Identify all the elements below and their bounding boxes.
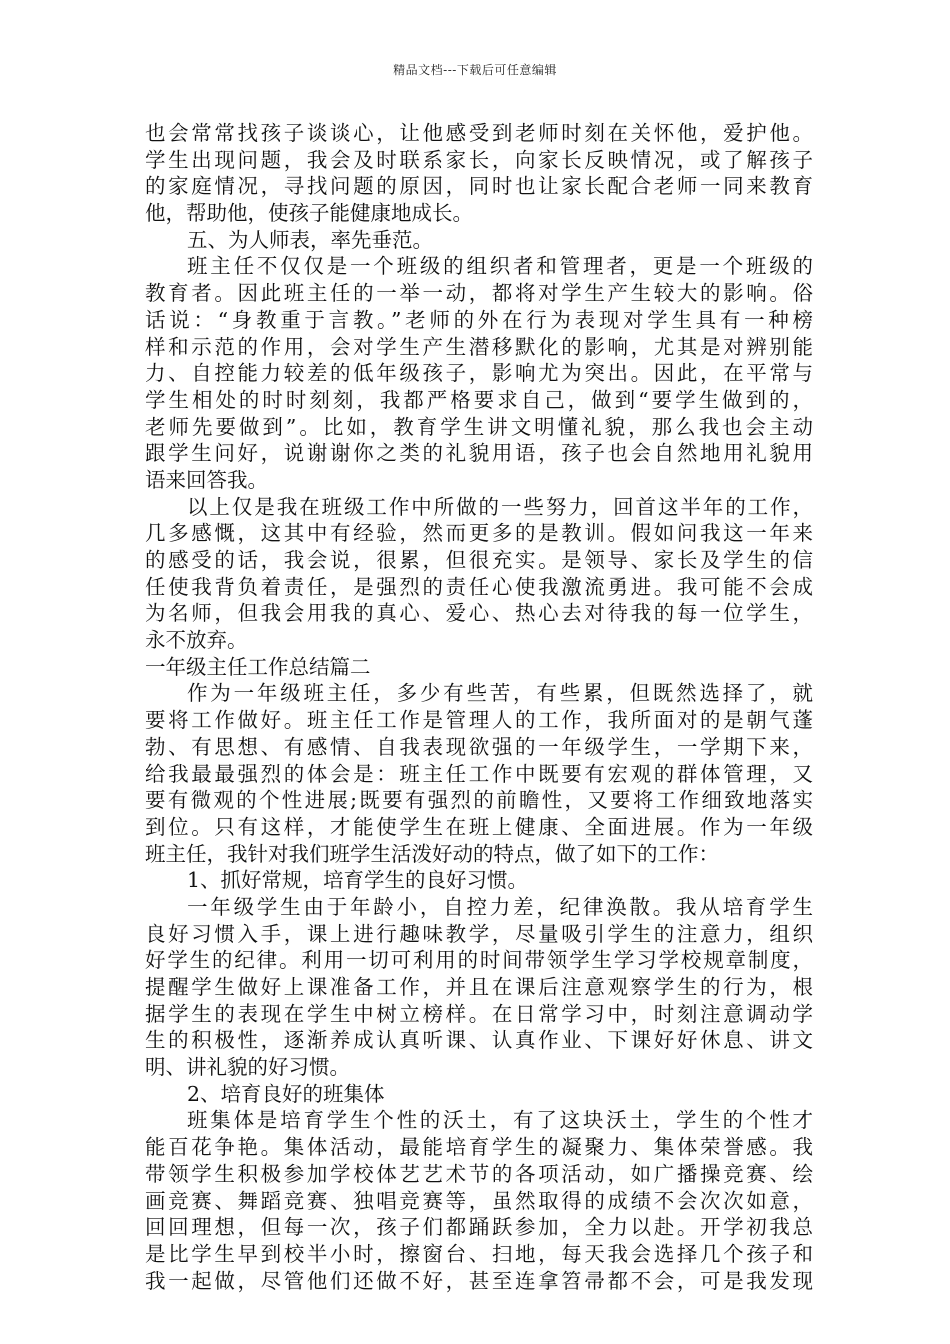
text-line: 班集体是培育学生个性的沃土，有了这块沃土，学生的个性才 [187, 1108, 813, 1133]
text-line: 带领学生积极参加学校体艺艺术节的各项活动，如广播操竞赛、绘 [145, 1161, 813, 1186]
text-line: 作为一年级班主任，多少有些苦，有些累，但既然选择了，就 [187, 681, 813, 706]
text-line: 我一起做，尽管他们还做不好，甚至连拿笤帚都不会，可是我发现 [145, 1268, 813, 1293]
text-line: 任使我背负着责任，是强烈的责任心使我激流勇进。我可能不会成 [145, 574, 813, 599]
text-line: 老师先要做到”。比如，教育学生讲文明懂礼貌，那么我也会主动 [145, 414, 813, 439]
text-line: 一年级主任工作总结篇二 [145, 654, 371, 679]
text-line: 要将工作做好。班主任工作是管理人的工作，我所面对的是朝气蓬 [145, 708, 813, 733]
text-line: 永不放弃。 [145, 628, 248, 653]
text-line: 语来回答我。 [145, 467, 268, 492]
text-line: 的感受的话，我会说，很累，但很充实。是领导、家长及学生的信 [145, 548, 813, 572]
text-line: 一年级学生由于年龄小，自控力差，纪律涣散。我从培育学生 [187, 894, 813, 919]
text-line: 要有微观的个性进展;既要有强烈的前瞻性，又要将工作细致地落实 [145, 788, 813, 813]
page-header: 精品文档---下载后可任意编辑 [393, 63, 557, 77]
text-line: 教育者。因此班主任的一举一动，都将对学生产生较大的影响。俗 [145, 281, 813, 306]
paragraph [145, 680, 813, 867]
paragraph [145, 494, 813, 654]
text-line: 1、抓好常规，培育学生的良好习惯。 [187, 868, 529, 893]
text-line: 好学生的纪律。利用一切可利用的时间带领学生学习学校规章制度， [145, 948, 813, 973]
text-line: 的家庭情况，寻找问题的原因，同时也让家长配合老师一同来教育 [145, 174, 813, 199]
section-title [145, 654, 813, 681]
text-line: 五、为人师表，率先垂范。 [187, 227, 433, 252]
text-line: 提醒学生做好上课准备工作，并且在课后注意观察学生的行为，根 [145, 975, 813, 999]
text-line: 明、讲礼貌的好习惯。 [145, 1055, 350, 1080]
subheading [145, 867, 813, 894]
text-line: 生的积极性，逐渐养成认真听课、认真作业、下课好好休息、讲文 [145, 1028, 813, 1053]
text-line: 学生相处的时时刻刻，我都严格要求自己，做到“要学生做到的， [145, 387, 813, 412]
text-line: 回回理想，但每一次，孩子们都踊跃参加，全力以赴。开学初我总 [145, 1215, 813, 1240]
text-line: 班主任不仅仅是一个班级的组织者和管理者，更是一个班级的 [187, 254, 813, 279]
text-line: 据学生的表现在学生中树立榜样。在日常学习中，时刻注意调动学 [145, 1001, 813, 1026]
text-line: 画竞赛、舞蹈竞赛、独唱竞赛等，虽然取得的成绩不会次次如意， [145, 1188, 813, 1213]
text-line: 给我最最强烈的体会是：班主任工作中既要有宏观的群体管理，又 [145, 761, 813, 786]
text-line: 良好习惯入手，课上进行趣味教学，尽量吸引学生的注意力，组织 [145, 921, 813, 946]
paragraph [145, 1107, 813, 1294]
text-line: 是比学生早到校半小时，擦窗台、扫地，每天我会选择几个孩子和 [145, 1241, 813, 1266]
text-line: 以上仅是我在班级工作中所做的一些努力，回首这半年的工作， [187, 494, 813, 519]
text-line: 他，帮助他，使孩子能健康地成长。 [145, 201, 473, 226]
subheading [145, 1081, 813, 1108]
paragraph [145, 253, 813, 493]
paragraph [145, 894, 813, 1081]
text-line: 班主任，我针对我们班学生活泼好动的特点，做了如下的工作： [145, 841, 719, 866]
text-line: 跟学生问好，说谢谢你之类的礼貌用语，孩子也会自然地用礼貌用 [145, 441, 813, 466]
text-line: 为名师，但我会用我的真心、爱心、热心去对待我的每一位学生， [145, 601, 813, 626]
document-body [145, 120, 813, 1294]
text-line: 到位。只有这样，才能使学生在班上健康、全面进展。作为一年级 [145, 814, 813, 839]
text-line: 几多感慨，这其中有经验，然而更多的是教训。假如问我这一年来 [145, 521, 813, 546]
text-line: 样和示范的作用，会对学生产生潜移默化的影响，尤其是对辨别能 [145, 334, 813, 359]
text-line: 学生出现问题，我会及时联系家长，向家长反映情况，或了解孩子 [145, 147, 813, 172]
text-line: 力、自控能力较差的低年级孩子，影响尤为突出。因此，在平常与 [145, 361, 813, 386]
text-line: 勃、有思想、有感情、自我表现欲强的一年级学生，一学期下来， [145, 734, 813, 759]
text-line: 也会常常找孩子谈谈心，让他感受到老师时刻在关怀他，爱护他。 [145, 121, 813, 145]
text-line: 2、培育良好的班集体 [187, 1081, 385, 1106]
subheading [145, 227, 813, 254]
text-line: 能百花争艳。集体活动，最能培育学生的凝聚力、集体荣誉感。我 [145, 1135, 813, 1160]
text-line: 话说：“身教重于言教。”老师的外在行为表现对学生具有一种榜 [145, 307, 813, 332]
paragraph [145, 120, 813, 227]
